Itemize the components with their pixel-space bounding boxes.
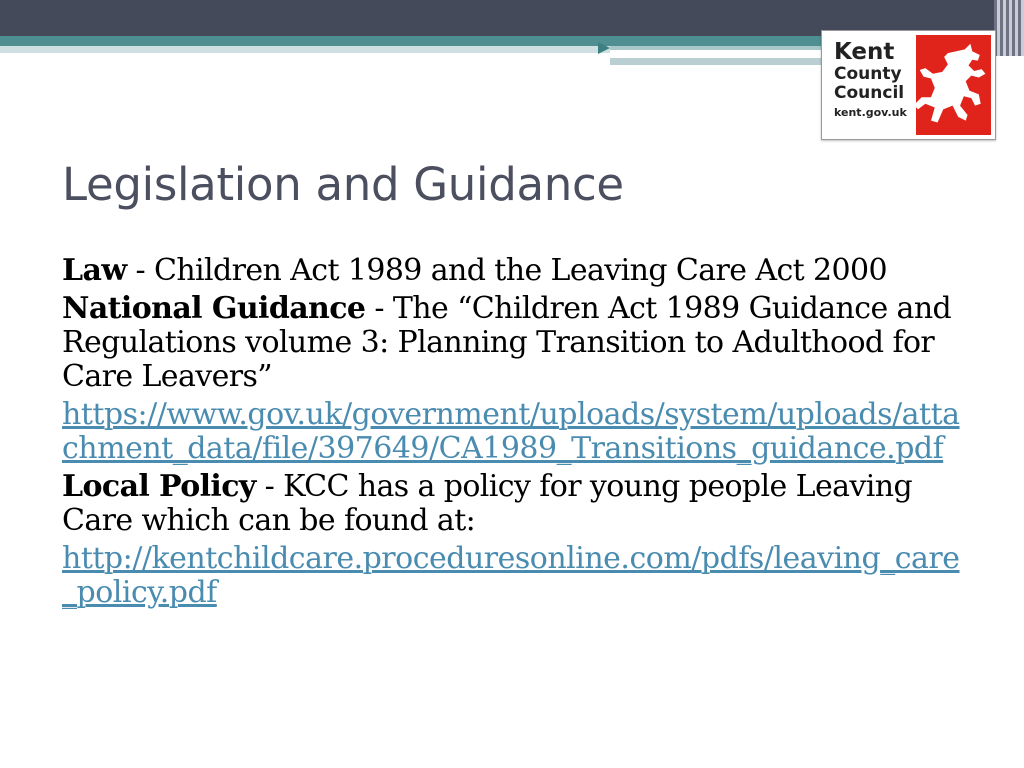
- national-guidance-label: National Guidance: [62, 291, 366, 326]
- slide-title: Legislation and Guidance: [62, 158, 624, 211]
- local-policy-link[interactable]: http://kentchildcare.proceduresonline.com/pdfs/leaving_care_policy.pdf: [62, 541, 960, 610]
- kent-county-council-logo: [821, 30, 996, 140]
- logo-emblem: [916, 35, 991, 135]
- local-policy-label: Local Policy: [62, 469, 256, 504]
- logo-line-kent: Kent: [834, 39, 895, 65]
- law-text: - Children Act 1989 and the Leaving Care Act 2000: [126, 253, 887, 288]
- law-paragraph: [62, 254, 962, 288]
- logo-line-url: kent.gov.uk: [834, 106, 907, 119]
- local-policy-text: - KCC has a policy for young people Leaving Care which can be found at:: [62, 469, 913, 538]
- header-light-bar-lower: [610, 58, 840, 65]
- white-horse-icon: [916, 35, 991, 135]
- national-guidance-link[interactable]: https://www.gov.uk/government/uploads/system/uploads/attachment_data/file/397649/CA1989_Transitions_guidance.pdf: [62, 397, 960, 466]
- logo-wordmark: [826, 35, 912, 135]
- national-guidance-text: - The “Children Act 1989 Guidance and Regulations volume 3: Planning Transition to Adulthood for Care Leavers”: [62, 291, 952, 394]
- header-arrow-decoration: [598, 42, 610, 54]
- law-label: Law: [62, 253, 127, 288]
- header-light-bar: [0, 46, 610, 53]
- local-policy-paragraph: [62, 470, 962, 538]
- logo-line-council: Council: [834, 83, 905, 103]
- national-guidance-paragraph: [62, 292, 962, 394]
- header-stripes: [994, 0, 1024, 56]
- slide-body: [62, 254, 962, 614]
- logo-line-county: County: [834, 64, 902, 84]
